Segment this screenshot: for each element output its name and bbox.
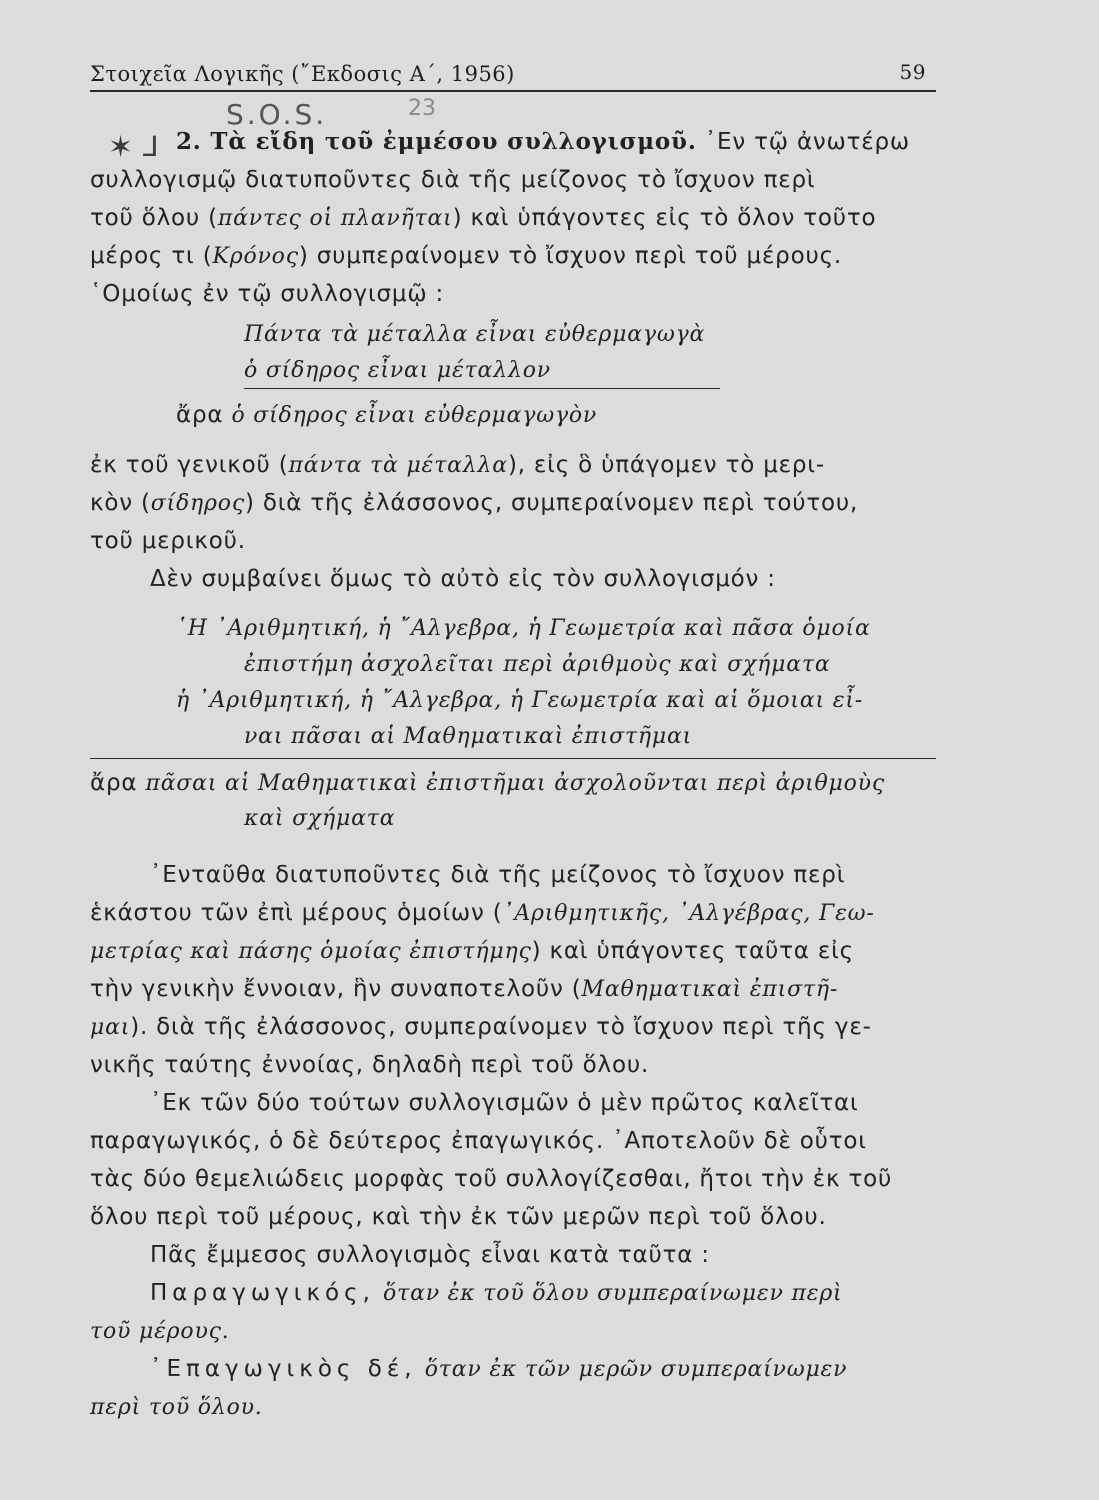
italic-span: σίδηρος [150, 491, 245, 516]
text-line-1 [176, 128, 910, 155]
italic-span: Μαθηματικαὶ ἐπιστῆ- [581, 977, 839, 1002]
italic-span: Κρόνος [212, 244, 299, 269]
syllogism-2-premise-1b: ἐπιστήμη ἀσχολεῖται περὶ ἀριθμοὺς καὶ σχήματα [244, 652, 831, 677]
text-line-16: ᾿Εκ τῶν δύο τούτων συλλογισμῶν ὁ μὲν πρῶτος καλεῖται [150, 1090, 859, 1116]
syllogism-1-rule [244, 388, 720, 389]
text-line-7 [90, 490, 858, 516]
text-span: μέρος τι ( [90, 243, 213, 269]
text-line-18: τὰς δύο θεμελιώδεις μορφὰς τοῦ συλλογίζεσθαι, ἤτοι τὴν ἐκ τοῦ [90, 1166, 893, 1192]
text-line-6 [90, 452, 825, 478]
text-span: ). διὰ τῆς ἐλάσσονος, συμπεραίνομεν τὸ ἴσχυον περὶ τῆς γε- [130, 1014, 872, 1040]
italic-span: ὁ σίδηρος εἶναι εὐθερμαγωγὸν [231, 403, 598, 428]
syllogism-1-premise-1: Πάντα τὰ μέταλλα εἶναι εὐθερμαγωγὰ [244, 322, 706, 347]
header-title: Στοιχεῖα Λογικῆς (῎Εκδοσις Α΄, 1956) [90, 62, 515, 86]
text-line-3 [90, 205, 876, 231]
text-line-14 [90, 1014, 872, 1040]
text-span: ) καὶ ὑπάγοντες ταῦτα εἰς [531, 938, 854, 964]
text-span: ἑκάστου τῶν ἐπὶ μέρους ὁμοίων ( [90, 900, 503, 926]
italic-span: μαι [90, 1015, 131, 1040]
italic-span: πᾶσαι αἱ Μαθηματικαὶ ἐπιστῆμαι ἀσχολοῦνται περὶ ἀριθμοὺς [145, 771, 885, 796]
text-line-8: τοῦ μερικοῦ. [90, 528, 246, 554]
text-line-5: ῾Ομοίως ἐν τῷ συλλογισμῷ : [90, 281, 445, 307]
handwritten-star-mark: ✶ [108, 130, 134, 165]
syllogism-2-premise-1a: ῾Η ᾿Αριθμητική, ἡ ῎Αλγεβρα, ἡ Γεωμετρία καὶ πᾶσα ὁμοία [176, 616, 871, 641]
italic-span: πάντες οἱ πλανῆται [217, 206, 453, 231]
text-line-23 [150, 1356, 847, 1382]
text-span: ), εἰς ὃ ὑπάγομεν τὸ μερι- [507, 452, 825, 478]
text-line-21 [150, 1280, 842, 1306]
text-span: κὸν ( [90, 490, 151, 516]
running-header [90, 60, 936, 92]
therefore-word: ἄρα [90, 770, 138, 796]
text-line-4 [90, 243, 842, 269]
text-span: τοῦ ὅλου ( [90, 205, 218, 231]
text-span: ᾿Εν τῷ ἀνωτέρω [696, 129, 910, 155]
handwritten-sos-note: S.O.S. [226, 98, 328, 131]
italic-span: ὅταν ἐκ τοῦ ὅλου συμπεραίνωμεν περὶ [383, 1281, 843, 1306]
text-line-15: νικῆς ταύτης ἐννοίας, δηλαδὴ περὶ τοῦ ὅλου. [90, 1052, 650, 1078]
spaced-term-deductive: Παραγωγικός, [150, 1280, 375, 1306]
spaced-term-inductive: ᾿Επαγωγικὸς δέ, [150, 1356, 417, 1382]
text-line-24 [90, 1394, 263, 1420]
italic-span: πάντα τὰ μέταλλα [288, 453, 508, 478]
text-span: τὴν γενικὴν ἔννοιαν, ἣν συναποτελοῦν ( [90, 976, 582, 1002]
italic-span: περὶ τοῦ ὅλου. [90, 1395, 263, 1420]
text-line-12 [90, 938, 854, 964]
text-span: ) συμπεραίνομεν τὸ ἴσχυον περὶ τοῦ μέρους. [298, 243, 842, 269]
italic-span: τοῦ μέρους. [90, 1319, 230, 1344]
text-line-22 [90, 1318, 230, 1344]
text-line-13 [90, 976, 838, 1002]
italic-span: ὅταν ἐκ τῶν μερῶν συμπεραίνωμεν [424, 1357, 848, 1382]
text-line-10: ᾿Ενταῦθα διατυποῦντες διὰ τῆς μείζονος τὸ ἴσχυον περὶ [150, 862, 846, 888]
syllogism-1-premise-2: ὁ σίδηρος εἶναι μέταλλον [244, 358, 551, 383]
section-heading: 2. Τὰ εἴδη τοῦ ἐμμέσου συλλογισμοῦ. [176, 128, 697, 155]
text-line-20: Πᾶς ἔμμεσος συλλογισμὸς εἶναι κατὰ ταῦτα : [150, 1242, 710, 1268]
therefore-word: ἄρα [176, 402, 224, 428]
syllogism-2-conclusion-b: καὶ σχήματα [244, 806, 396, 831]
text-span: ) καὶ ὑπάγοντες εἰς τὸ ὅλον τοῦτο [452, 205, 877, 231]
italic-span: ᾿Αριθμητικῆς, ᾿Αλγέβρας, Γεω- [502, 901, 875, 926]
text-line-9: Δὲν συμβαίνει ὅμως τὸ αὐτὸ εἰς τὸν συλλογισμόν : [150, 566, 776, 592]
syllogism-2-rule [90, 758, 936, 759]
syllogism-2-premise-2b: ναι πᾶσαι αἱ Μαθηματικαὶ ἐπιστῆμαι [244, 724, 693, 749]
text-line-17: παραγωγικός, ὁ δὲ δεύτερος ἐπαγωγικός. ᾿Αποτελοῦν δὲ οὗτοι [90, 1128, 867, 1154]
italic-span: μετρίας καὶ πάσης ὁμοίας ἐπιστήμης [90, 939, 532, 964]
text-line-2: συλλογισμῷ διατυποῦντες διὰ τῆς μείζονος τὸ ἴσχυον περὶ [90, 167, 816, 193]
text-span: ἐκ τοῦ γενικοῦ ( [90, 452, 289, 478]
syllogism-2-conclusion-a [90, 770, 885, 796]
text-line-19: ὅλου περὶ τοῦ μέρους, καὶ τὴν ἐκ τῶν μερῶν περὶ τοῦ ὅλου. [90, 1204, 827, 1230]
page-number: 59 [899, 60, 926, 84]
syllogism-1-conclusion [176, 402, 597, 428]
syllogism-2-premise-2a: ἡ ᾿Αριθμητική, ἡ ῎Αλγεβρα, ἡ Γεωμετρία καὶ αἱ ὅμοιαι εἶ- [176, 688, 863, 713]
text-span: ) διὰ τῆς ἐλάσσονος, συμπεραίνομεν περὶ τούτου, [244, 490, 859, 516]
handwritten-check-mark: ⅃ [143, 130, 159, 163]
text-line-11 [90, 900, 875, 926]
handwritten-number-note: 23 [408, 96, 436, 121]
